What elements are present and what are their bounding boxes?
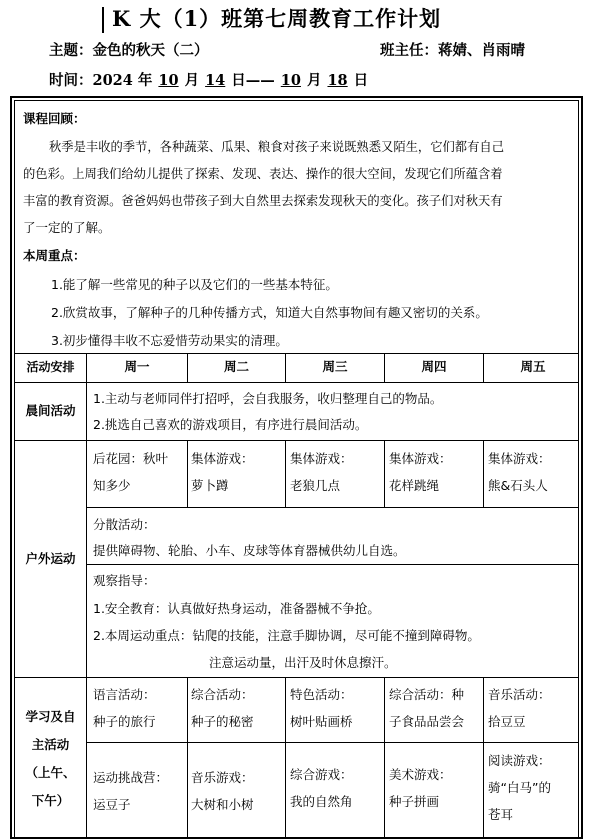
time-day-word-end: 日 bbox=[353, 72, 369, 89]
study-thu-2-name: 种子拼画 bbox=[389, 794, 440, 809]
outdoor-game-mon-2: 知多少 bbox=[93, 478, 131, 493]
outdoor-label: 户外运动 bbox=[25, 551, 76, 566]
rule-label-col bbox=[86, 353, 87, 837]
study-fri-1-name: 拾豆豆 bbox=[488, 714, 526, 729]
outdoor-game-tue-2: 萝卜蹲 bbox=[191, 478, 229, 493]
study-fri-2-name-2: 苍耳 bbox=[488, 807, 514, 822]
time-day-word-start: 日—— bbox=[231, 72, 275, 89]
study-mon-1-title: 语言活动： bbox=[93, 687, 156, 702]
focus-heading: 本周重点： bbox=[23, 248, 86, 263]
study-label-3: （上午、 bbox=[25, 765, 76, 780]
review-line-2: 的色彩。上周我们给幼儿提供了探索、发现、表达、操作的很大空间，发现它们所蕴含着 bbox=[23, 167, 503, 181]
study-mon-2-name: 运豆子 bbox=[93, 797, 131, 812]
header-activity: 活动安排 bbox=[26, 360, 75, 374]
theme-label: 主题：金色的秋天（二） bbox=[49, 42, 209, 59]
morning-label: 晨间活动 bbox=[25, 403, 76, 418]
rule-header-bottom bbox=[15, 382, 578, 383]
study-thu-2-title: 美术游戏： bbox=[389, 767, 452, 782]
title-text: K 大（1）班第七周教育工作计划 bbox=[112, 6, 442, 31]
study-fri-2-title: 阅读游戏： bbox=[488, 753, 551, 768]
rule-games-bottom bbox=[86, 507, 578, 508]
study-tue-1-title: 综合活动： bbox=[191, 687, 254, 702]
review-line-3: 丰富的教育资源。爸爸妈妈也带孩子到大自然里去探索发现秋天的变化。孩子们对秋天有 bbox=[23, 194, 503, 208]
rule-col-4-games bbox=[483, 440, 484, 507]
rule-col-3-games bbox=[384, 440, 385, 507]
rule-col-4-study bbox=[483, 677, 484, 837]
morning-line-1: 1.主动与老师同伴打招呼，会自我服务，收归整理自己的物品。 bbox=[93, 391, 443, 406]
rule-col-2-games bbox=[285, 440, 286, 507]
time-label: 时间：2024 年 bbox=[49, 72, 153, 89]
focus-item-1: 1.能了解一些常见的种子以及它们的一些基本特征。 bbox=[51, 277, 338, 292]
study-label-1: 学习及自 bbox=[25, 709, 76, 724]
teacher-label: 班主任：蒋婧、肖雨晴 bbox=[380, 42, 525, 59]
review-heading: 课程回顾： bbox=[23, 111, 86, 126]
study-fri-1-title: 音乐活动： bbox=[488, 687, 551, 702]
time-month-word-end: 月 bbox=[306, 72, 322, 89]
rule-review-bottom bbox=[15, 353, 578, 354]
focus-item-2: 2.欣赏故事，了解种子的几种传播方式，知道大自然事物间有趣又密切的关系。 bbox=[51, 305, 488, 320]
study-mon-2-title: 运动挑战营： bbox=[93, 770, 169, 785]
header-thursday: 周四 bbox=[421, 359, 447, 374]
header-friday: 周五 bbox=[520, 359, 546, 374]
page-title bbox=[102, 4, 441, 34]
morning-line-2: 2.挑选自己喜欢的游戏项目，有序进行晨间活动。 bbox=[93, 417, 368, 432]
study-thu-1-title: 综合活动：种 bbox=[389, 687, 465, 702]
study-wed-2-name: 我的自然角 bbox=[290, 794, 353, 809]
title-bar bbox=[102, 7, 104, 33]
outdoor-game-mon-1: 后花园：秋叶 bbox=[93, 451, 169, 466]
rule-col-1-games bbox=[187, 440, 188, 507]
rule-outdoor-bottom bbox=[15, 677, 578, 678]
outdoor-scatter-heading: 分散活动： bbox=[93, 517, 156, 532]
study-tue-1-name: 种子的秘密 bbox=[191, 714, 254, 729]
time-day-start: 14 bbox=[205, 72, 226, 89]
rule-morning-bottom bbox=[15, 440, 578, 441]
outdoor-observe-line-2: 2.本周运动重点：钻爬的技能，注意手脚协调，尽可能不撞到障碍物。 bbox=[93, 628, 480, 643]
rule-study-mid bbox=[86, 742, 578, 743]
header-wednesday: 周三 bbox=[322, 359, 348, 374]
time-month-end: 10 bbox=[280, 72, 301, 89]
study-thu-1-name: 子食品品尝会 bbox=[389, 714, 465, 729]
time-month-start: 10 bbox=[158, 72, 179, 89]
outdoor-game-fri-2: 熊&石头人 bbox=[488, 478, 548, 493]
outdoor-observe-line-1: 1.安全教育：认真做好热身运动，准备器械不争抢。 bbox=[93, 601, 380, 616]
plan-table-inner bbox=[14, 100, 579, 837]
study-fri-2-name-1: 骑“白马”的 bbox=[488, 780, 551, 795]
study-wed-1-name: 树叶贴画桥 bbox=[290, 714, 353, 729]
outdoor-game-wed-1: 集体游戏： bbox=[290, 451, 353, 466]
time-line bbox=[49, 71, 368, 91]
time-day-end: 18 bbox=[327, 72, 348, 89]
review-line-4: 了一定的了解。 bbox=[23, 220, 111, 235]
header-tuesday: 周二 bbox=[223, 359, 249, 374]
focus-item-3: 3.初步懂得丰收不忘爱惜劳动果实的清理。 bbox=[51, 333, 288, 348]
outdoor-observe-heading: 观察指导： bbox=[93, 573, 156, 588]
outdoor-scatter-text: 提供障碍物、轮胎、小车、皮球等体育器械供幼儿自选。 bbox=[93, 543, 406, 558]
study-wed-2-title: 综合游戏： bbox=[290, 767, 353, 782]
outdoor-game-wed-2: 老狼几点 bbox=[290, 478, 341, 493]
plan-table bbox=[10, 96, 583, 839]
study-label-2: 主活动 bbox=[31, 737, 70, 752]
time-month-word-start: 月 bbox=[184, 72, 200, 89]
outdoor-game-thu-2: 花样跳绳 bbox=[389, 478, 440, 493]
header-monday: 周一 bbox=[124, 359, 150, 374]
outdoor-game-tue-1: 集体游戏： bbox=[191, 451, 254, 466]
study-label-4: 下午） bbox=[31, 793, 70, 808]
study-tue-2-title: 音乐游戏： bbox=[191, 770, 254, 785]
rule-col-1-study bbox=[187, 677, 188, 837]
study-tue-2-name: 大树和小树 bbox=[191, 797, 254, 812]
outdoor-game-fri-1: 集体游戏： bbox=[488, 451, 551, 466]
study-wed-1-title: 特色活动： bbox=[290, 687, 353, 702]
study-mon-1-name: 种子的旅行 bbox=[93, 714, 156, 729]
rule-scatter-bottom bbox=[86, 564, 578, 565]
rule-col-2-study bbox=[285, 677, 286, 837]
review-line-1: 秋季是丰收的季节，各种蔬菜、瓜果、粮食对孩子来说既熟悉又陌生，它们都有自己 bbox=[49, 140, 504, 154]
outdoor-observe-line-3: 注意运动量，出汗及时休息擦汗。 bbox=[209, 655, 397, 670]
rule-col-3-study bbox=[384, 677, 385, 837]
outdoor-game-thu-1: 集体游戏： bbox=[389, 451, 452, 466]
